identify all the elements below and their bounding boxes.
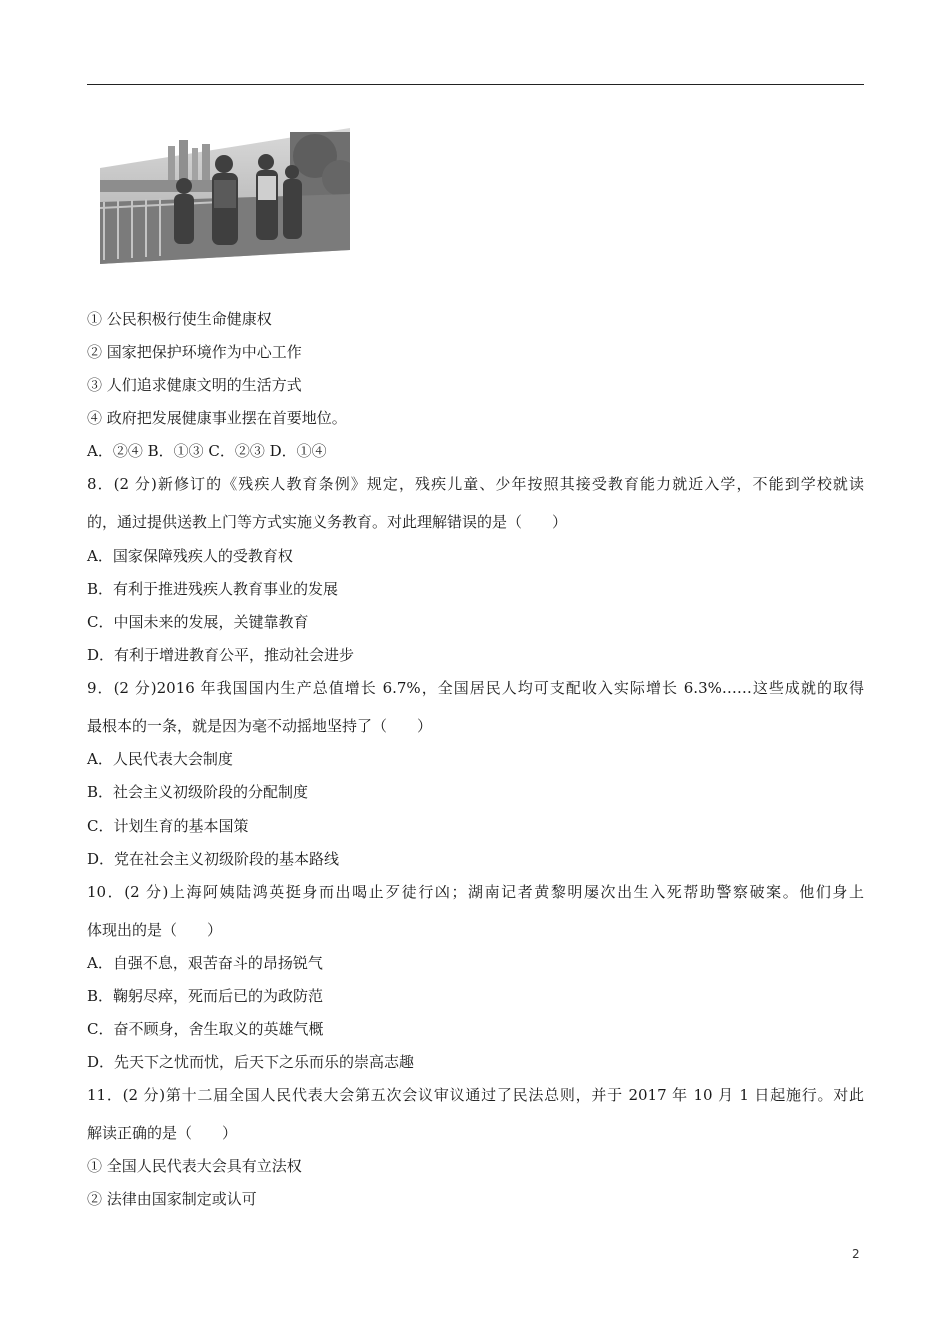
- q9-option-d: D．党在社会主义初级阶段的基本路线: [87, 850, 340, 868]
- q10-stem-line-2: 体现出的是（ ）: [87, 921, 223, 939]
- page-number: 2: [852, 1247, 860, 1261]
- q11-stem-line-1: 11．(2 分)第十二届全国人民代表大会第五次会议审议通过了民法总则，并于 2017 年 10 月 1 日起施行。对此: [87, 1086, 864, 1104]
- q11-statement-1: ① 全国人民代表大会具有立法权: [87, 1157, 302, 1175]
- q8-option-d: D．有利于增进教育公平，推动社会进步: [87, 646, 355, 664]
- q9-stem-line-2: 最根本的一条，就是因为毫不动摇地坚持了（ ）: [87, 717, 433, 735]
- q9-option-b: B．社会主义初级阶段的分配制度: [87, 783, 309, 801]
- q7-statement-1: ① 公民积极行使生命健康权: [87, 310, 272, 328]
- header-rule: [87, 84, 864, 85]
- q10-option-d: D．先天下之忧而忧，后天下之乐而乐的崇高志趣: [87, 1053, 415, 1071]
- q9-option-a: A．人民代表大会制度: [87, 750, 233, 768]
- q8-stem-line-1: 8．(2 分)新修订的《残疾人教育条例》规定，残疾儿童、少年按照其接受教育能力就近入学，不能到学校就读: [87, 475, 864, 493]
- q8-option-c: C．中国未来的发展，关键靠教育: [87, 613, 309, 631]
- q11-stem-line-2: 解读正确的是（ ）: [87, 1124, 238, 1142]
- q8-stem-line-2: 的，通过提供送教上门等方式实施义务教育。对此理解错误的是（ ）: [87, 513, 568, 531]
- q11-statement-2: ② 法律由国家制定或认可: [87, 1190, 257, 1208]
- q7-statement-3: ③ 人们追求健康文明的生活方式: [87, 376, 302, 394]
- q9-option-c: C．计划生育的基本国策: [87, 817, 249, 835]
- q10-option-b: B．鞠躬尽瘁，死而后已的为政防范: [87, 987, 324, 1005]
- q10-stem-line-1: 10．(2 分)上海阿姨陆鸿英挺身而出喝止歹徒行凶；湖南记者黄黎明屡次出生入死帮助警察破案。他们身上: [87, 883, 864, 901]
- people-walking-photo: [100, 128, 350, 264]
- q8-option-a: A．国家保障残疾人的受教育权: [87, 547, 293, 565]
- q10-option-a: A．自强不息，艰苦奋斗的昂扬锐气: [87, 954, 323, 972]
- q8-option-b: B．有利于推进残疾人教育事业的发展: [87, 580, 339, 598]
- q7-statement-2: ② 国家把保护环境作为中心工作: [87, 343, 302, 361]
- q9-stem-line-1: 9．(2 分)2016 年我国国内生产总值增长 6.7%，全国居民人均可支配收入实际增长 6.3%……这些成就的取得: [87, 679, 864, 697]
- q7-options: A．②④ B．①③ C．②③ D．①④: [87, 442, 327, 460]
- q10-option-c: C．奋不顾身，舍生取义的英雄气概: [87, 1020, 324, 1038]
- q7-statement-4: ④ 政府把发展健康事业摆在首要地位。: [87, 409, 347, 427]
